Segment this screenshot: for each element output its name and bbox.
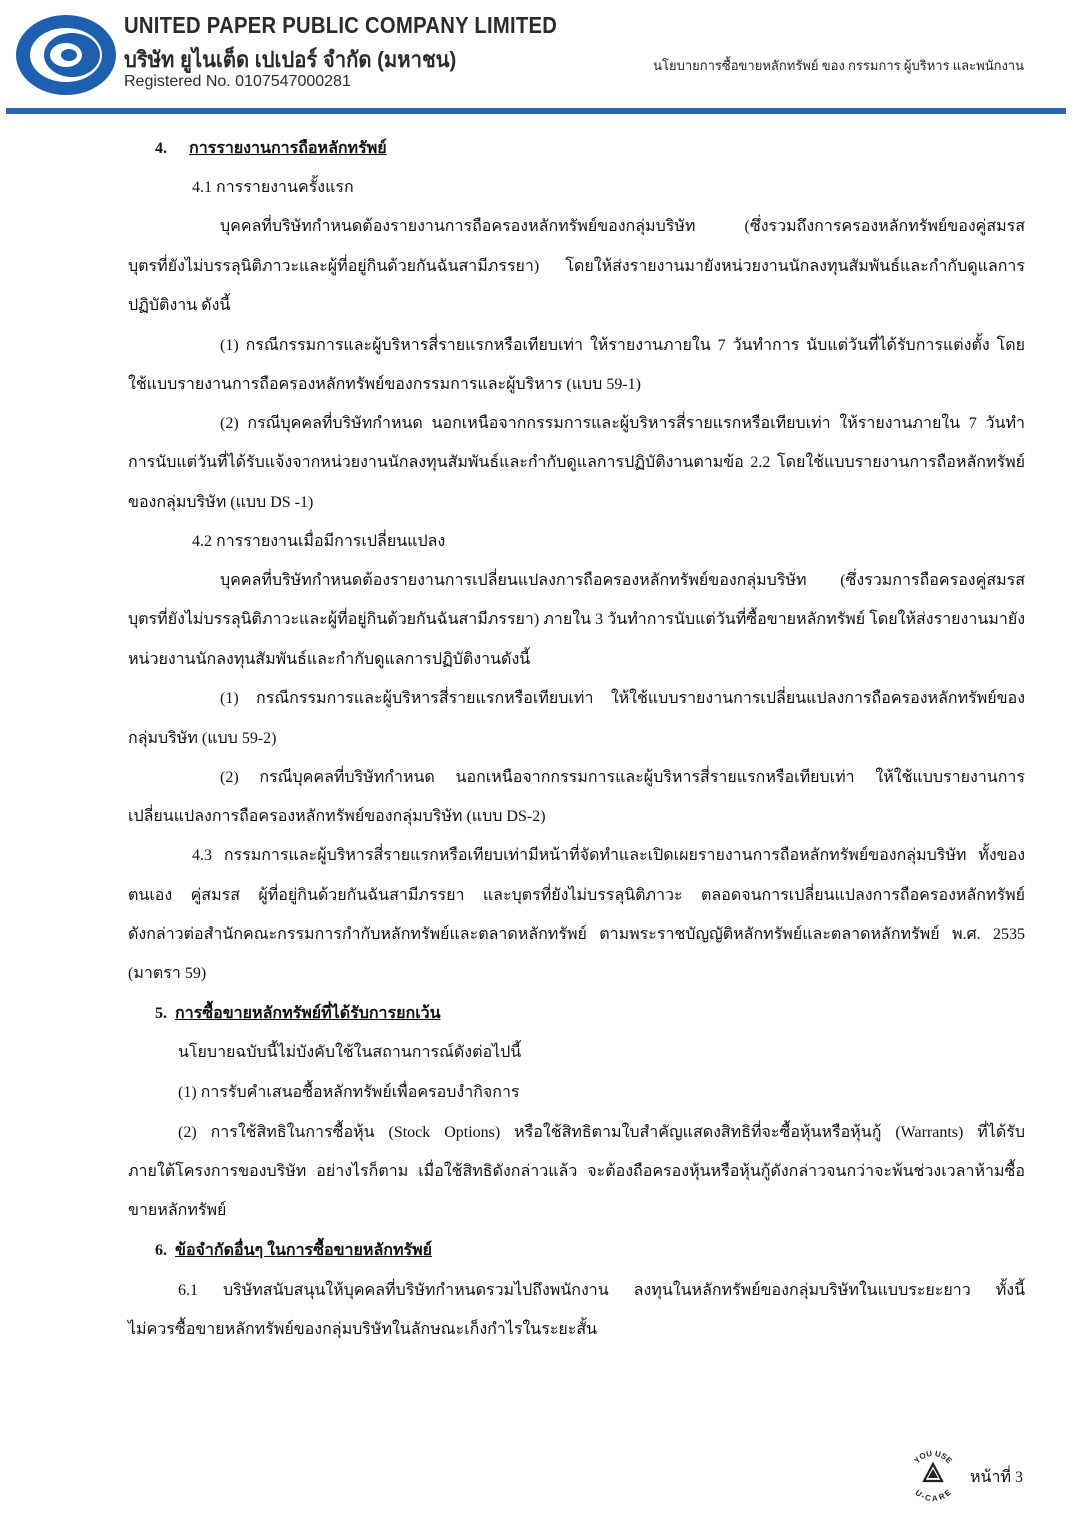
s41-item-2-line-1: (2) กรณีบุคคลที่บริษัทกำหนด นอกเหนือจากกรรมการและผู้บริหารสี่รายแรกหรือเทียบเท่า ให้รายงานภายใน 7 วันทำ: [220, 415, 1026, 432]
badge-bottom-text: U-CARE: [913, 1488, 953, 1502]
section-4-number: 4.: [155, 140, 167, 157]
s42-item-2-line-2: เปลี่ยนแปลงการถือครองหลักทรัพย์ของกลุ่มบริษัท (แบบ DS-2): [128, 808, 546, 825]
s43-line-4: (มาตรา 59): [128, 965, 207, 982]
section-6-title: ข้อจำกัดอื่นๆ ในการซื้อขายหลักทรัพย์: [175, 1242, 433, 1259]
section-6-heading: [155, 1241, 432, 1261]
s42-paragraph-line-3: หน่วยงานนักลงทุนสัมพันธ์และกำกับดูแลการปฏิบัติงานดังนี้: [128, 651, 531, 668]
united-paper-logo: [14, 12, 118, 98]
section-5-item-2-line-2: ภายใต้โครงการของบริษัท อย่างไรก็ตาม เมื่อใช้สิทธิดังกล่าวแล้ว จะต้องถือครองหุ้นหรือหุ้นกู้ดังกล่าวจนกว่าจะพ้นช่วงเวลาห้ามซื้อ: [128, 1163, 1025, 1180]
s41-paragraph-line-1: บุคคลที่บริษัทกำหนดต้องรายงานการถือครองหลักทรัพย์ของกลุ่มบริษัท (ซึ่งรวมถึงการครองหลักทรัพย์ของคู่สมรส: [220, 218, 1025, 235]
page-number: หน้าที่ 3: [970, 1469, 1024, 1486]
section-5-item-1: (1) การรับคำเสนอซื้อหลักทรัพย์เพื่อครอบงำกิจการ: [178, 1084, 520, 1101]
s42-item-2-line-1: (2) กรณีบุคคลที่บริษัทกำหนด นอกเหนือจากกรรมการและผู้บริหารสี่รายแรกหรือเทียบเท่า ให้ใช้แบบรายงานการ: [220, 769, 1025, 786]
section-5-heading: [155, 1004, 441, 1024]
company-name-th: บริษัท ยูไนเต็ด เปเปอร์ จำกัด (มหาชน): [124, 47, 457, 72]
document-title: นโยบายการซื้อขายหลักทรัพย์ ของ กรรมการ ผู้บริหาร และพนักงาน: [653, 58, 1024, 73]
s41-item-2-line-3: ของกลุ่มบริษัท (แบบ DS -1): [128, 494, 314, 511]
section-5-number: 5.: [155, 1005, 167, 1022]
s41-item-1-line-1: (1) กรณีกรรมการและผู้บริหารสี่รายแรกหรือเทียบเท่า ให้รายงานภายใน 7 วันทำการ นับแต่วันที่ได้รับการแต่งตั้ง โดย: [220, 337, 1025, 354]
section-5-title: การซื้อขายหลักทรัพย์ที่ได้รับการยกเว้น: [175, 1005, 441, 1022]
s41-item-1-line-2: ใช้แบบรายงานการถือครองหลักทรัพย์ของกรรมการและผู้บริหาร (แบบ 59-1): [128, 376, 641, 393]
company-name-en: UNITED PAPER PUBLIC COMPANY LIMITED: [124, 12, 558, 38]
section-6-number: 6.: [155, 1242, 167, 1259]
svg-text:U-CARE: [913, 1488, 953, 1502]
s42-item-1-line-2: กลุ่มบริษัท (แบบ 59-2): [128, 730, 277, 747]
s42-item-1-line-1: (1) กรณีกรรมการและผู้บริหารสี่รายแรกหรือเทียบเท่า ให้ใช้แบบรายงานการเปลี่ยนแปลงการถือครองหลักทรัพย์ของ: [220, 690, 1025, 707]
registration-number: Registered No. 0107547000281: [124, 73, 351, 90]
s43-line-2: ตนเอง คู่สมรส ผู้ที่อยู่กินด้วยกันฉันสามีภรรยา และบุตรที่ยังไม่บรรลุนิติภาวะ ตลอดจนการเปลี่ยนแปลงการถือครองหลักทรัพย์: [128, 887, 1025, 904]
s42-paragraph-line-1: บุคคลที่บริษัทกำหนดต้องรายงานการเปลี่ยนแปลงการถือครองหลักทรัพย์ของกลุ่มบริษัท (ซึ่งรวมการถือครองคู่สมรส: [220, 572, 1025, 589]
u-care-badge-icon: [906, 1448, 960, 1502]
section-4-heading: [155, 139, 387, 159]
header-rule: [6, 108, 1066, 114]
s41-paragraph-line-3: ปฏิบัติงาน ดังนี้: [128, 297, 231, 314]
subsection-4-1-title: 4.1 การรายงานครั้งแรก: [192, 179, 354, 196]
section-5-item-2-line-3: ขายหลักทรัพย์: [128, 1202, 227, 1219]
section-5-intro: นโยบายฉบับนี้ไม่บังคับใช้ในสถานการณ์ดังต่อไปนี้: [178, 1044, 522, 1061]
section-4-title: การรายงานการถือหลักทรัพย์: [189, 140, 387, 157]
badge-top-text: YOU USE: [912, 1448, 954, 1466]
s42-paragraph-line-2: บุตรที่ยังไม่บรรลุนิติภาวะและผู้ที่อยู่กินด้วยกันฉันสามีภรรยา) ภายใน 3 วันทำการนับแต่วันที่ซื้อขายหลักทรัพย์ โดยให้ส่งรายงานมายัง: [128, 611, 1025, 628]
page-header: [0, 0, 1076, 120]
s41-paragraph-line-2: บุตรที่ยังไม่บรรลุนิติภาวะและผู้ที่อยู่กินด้วยกันฉันสามีภรรยา) โดยให้ส่งรายงานมายังหน่วยงานนักลงทุนสัมพันธ์และกำกับดูแลการ: [128, 258, 1025, 275]
s41-item-2-line-2: การนับแต่วันที่ได้รับแจ้งจากหน่วยงานนักลงทุนสัมพันธ์และกำกับดูแลการปฏิบัติงานตามข้อ 2.2 โดยใช้แบบรายงานการถือหลักทรัพย์: [128, 454, 1025, 471]
s43-line-1: 4.3 กรรมการและผู้บริหารสี่รายแรกหรือเทียบเท่ามีหน้าที่จัดทำและเปิดเผยรายงานการถือหลักทรัพย์ของกลุ่มบริษัท ทั้งของ: [192, 847, 1025, 864]
section-5-item-2-line-1: (2) การใช้สิทธิในการซื้อหุ้น (Stock Options) หรือใช้สิทธิตามใบสำคัญแสดงสิทธิที่จะซื้อหุ้นหรือหุ้นกู้ (Warrants) ที่ได้รับ: [178, 1124, 1025, 1141]
s61-line-1: 6.1 บริษัทสนับสนุนให้บุคคลที่บริษัทกำหนดรวมไปถึงพนักงาน ลงทุนในหลักทรัพย์ของกลุ่มบริษัทในแบบระยะยาว ทั้งนี้: [178, 1282, 1025, 1299]
subsection-4-2-title: 4.2 การรายงานเมื่อมีการเปลี่ยนแปลง: [192, 533, 446, 550]
s43-line-3: ดังกล่าวต่อสำนักคณะกรรมการกำกับหลักทรัพย์และตลาดหลักทรัพย์ ตามพระราชบัญญัติหลักทรัพย์และตลาดหลักทรัพย์ พ.ศ. 2535: [128, 926, 1025, 943]
s61-line-2: ไม่ควรซื้อขายหลักทรัพย์ของกลุ่มบริษัทในลักษณะเก็งกำไรในระยะสั้น: [128, 1321, 598, 1338]
